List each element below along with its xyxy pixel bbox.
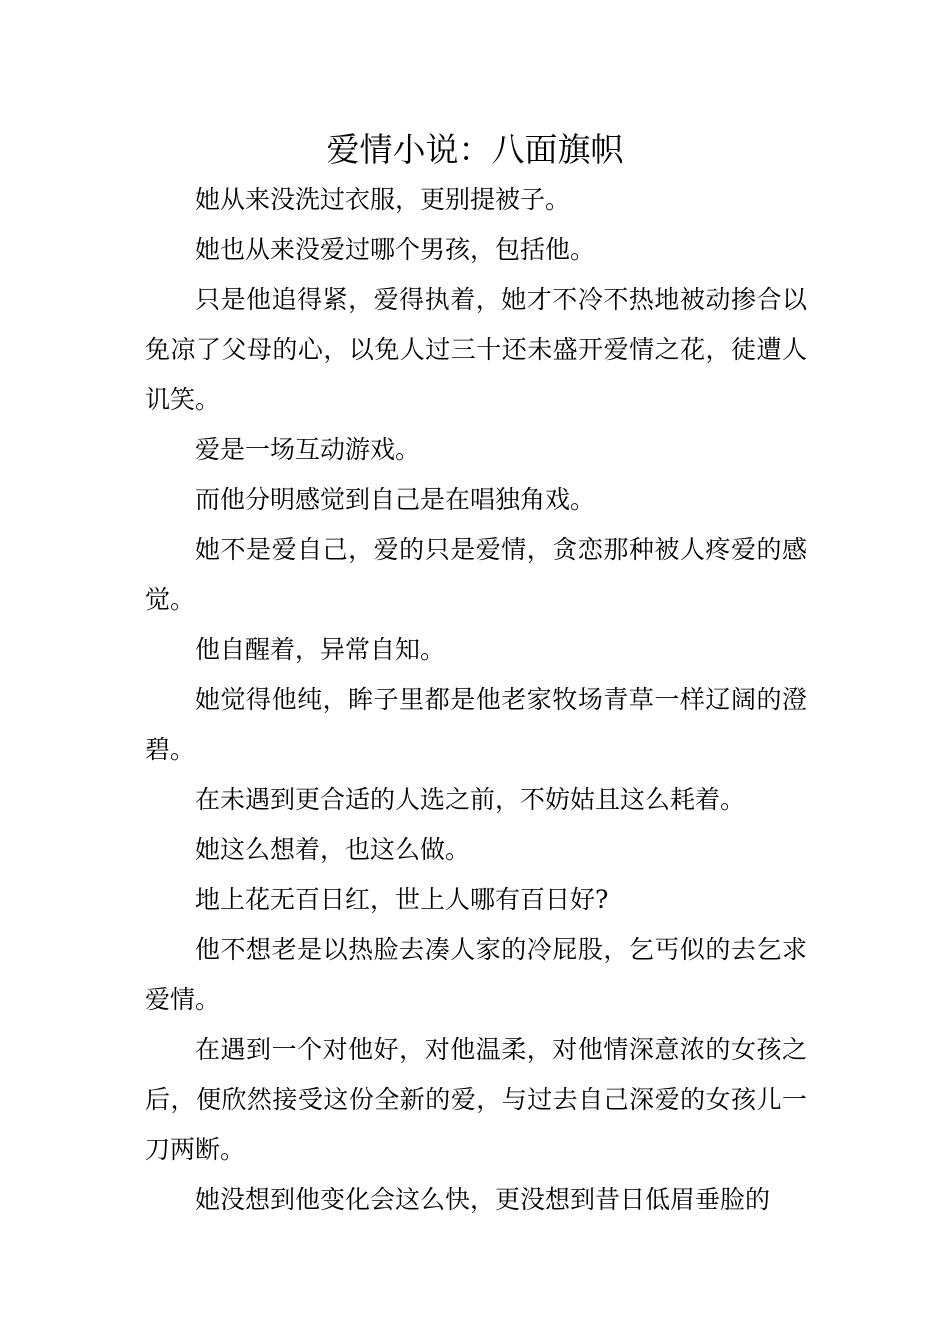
paragraph: 她从来没洗过衣服，更别提被子。 xyxy=(195,185,571,214)
document-title: 爱情小说：八面旗帜 xyxy=(326,130,624,169)
paragraph: 只是他追得紧，爱得执着，她才不冷不热地被动掺合以免凉了父母的心，以免人过三十还未盛开爱情之花，徒遭人讥笑。 xyxy=(145,285,807,414)
paragraph: 他自醒着，异常自知。 xyxy=(195,635,446,664)
paragraph: 她不是爱自己，爱的只是爱情，贪恋那种被人疼爱的感觉。 xyxy=(145,535,807,614)
paragraph: 她也从来没爱过哪个男孩，包括他。 xyxy=(195,235,596,264)
paragraph: 她觉得他纯，眸子里都是他老家牧场青草一样辽阔的澄碧。 xyxy=(145,685,807,764)
paragraph: 她没想到他变化会这么快，更没想到昔日低眉垂脸的 xyxy=(195,1185,771,1214)
paragraph: 她这么想着，也这么做。 xyxy=(195,835,471,864)
paragraph: 而他分明感觉到自己是在唱独角戏。 xyxy=(195,485,596,514)
paragraph: 地上花无百日红，世上人哪有百日好? xyxy=(195,885,609,914)
paragraph: 在遇到一个对他好，对他温柔，对他情深意浓的女孩之后，便欣然接受这份全新的爱，与过去自己深爱的女孩儿一刀两断。 xyxy=(145,1035,807,1164)
document-body xyxy=(145,175,807,1225)
paragraph: 在未遇到更合适的人选之前，不妨姑且这么耗着。 xyxy=(195,785,746,814)
paragraph: 他不想老是以热脸去凑人家的冷屁股，乞丐似的去乞求爱情。 xyxy=(145,935,807,1014)
paragraph: 爱是一场互动游戏。 xyxy=(195,435,421,464)
